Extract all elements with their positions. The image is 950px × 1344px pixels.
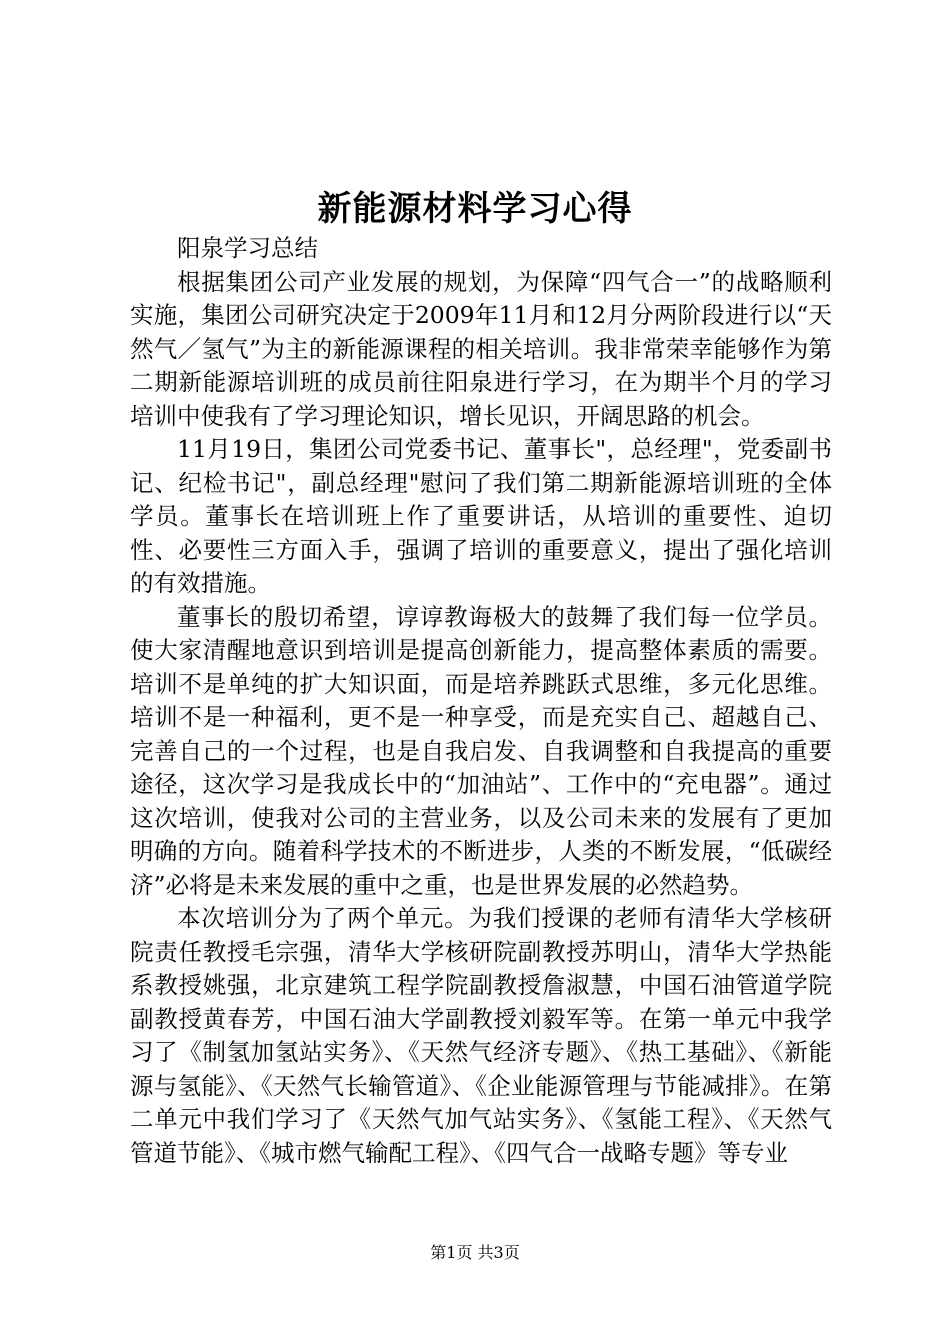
paragraph: 董事长的殷切希望，谆谆教诲极大的鼓舞了我们每一位学员。使大家清醒地意识到培训是提高创新能力，提高整体素质的需要。培训不是单纯的扩大知识面，而是培养跳跃式思维，多元化思维。培训不是一种福利，更不是一种享受，而是充实自己、超越自己、完善自己的一个过程，也是自我启发、自我调整和自我提高的重要途径，这次学习是我成长中的“加油站”、工作中的“充电器”。通过这次培训，使我对公司的主营业务，以及公司未来的发展有了更加明确的方向。随着科学技术的不断进步，人类的不断发展，“低碳经济”必将是未来发展的重中之重，也是世界发展的必然趋势。	[130, 602, 832, 899]
paragraph: 11月19日，集团公司党委书记、董事长"，总经理"，党委副书记、纪检书记"，副总经理"慰问了我们第二期新能源培训班的全体学员。董事长在培训班上作了重要讲话，从培训的重要性、迫切性、必要性三方面入手，强调了培训的重要意义，提出了强化培训的有效措施。	[130, 435, 832, 597]
document-body	[130, 232, 832, 1170]
page-footer	[0, 1241, 950, 1265]
page-number: 第1页	[430, 1243, 473, 1262]
paragraph-subtitle: 阳泉学习总结	[177, 234, 318, 262]
document-title: 新能源材料学习心得	[317, 189, 633, 229]
page-total: 共3页	[477, 1243, 520, 1262]
paragraph: 根据集团公司产业发展的规划，为保障“四气合一”的战略顺利实施，集团公司研究决定于2009年11月和12月分两阶段进行以“天然气／氢气”为主的新能源课程的相关培训。我非常荣幸能够作为第二期新能源培训班的成员前往阳泉进行学习，在为期半个月的学习培训中使我有了学习理论知识，增长见识，开阔思路的机会。	[130, 267, 832, 430]
paragraph: 本次培训分为了两个单元。为我们授课的老师有清华大学核研院责任教授毛宗强，清华大学核研院副教授苏明山，清华大学热能系教授姚强，北京建筑工程学院副教授詹淑慧，中国石油管道学院副教授黄春芳，中国石油大学副教授刘毅军等。在第一单元中我学习了《制氢加氢站实务》、《天然气经济专题》、《热工基础》、《新能源与氢能》、《天然气长输管道》、《企业能源管理与节能减排》。在第二单元中我们学习了《天然气加气站实务》、《氢能工程》、《天然气管道节能》、《城市燃气输配工程》、《四气合一战略专题》等专业	[130, 904, 832, 1167]
